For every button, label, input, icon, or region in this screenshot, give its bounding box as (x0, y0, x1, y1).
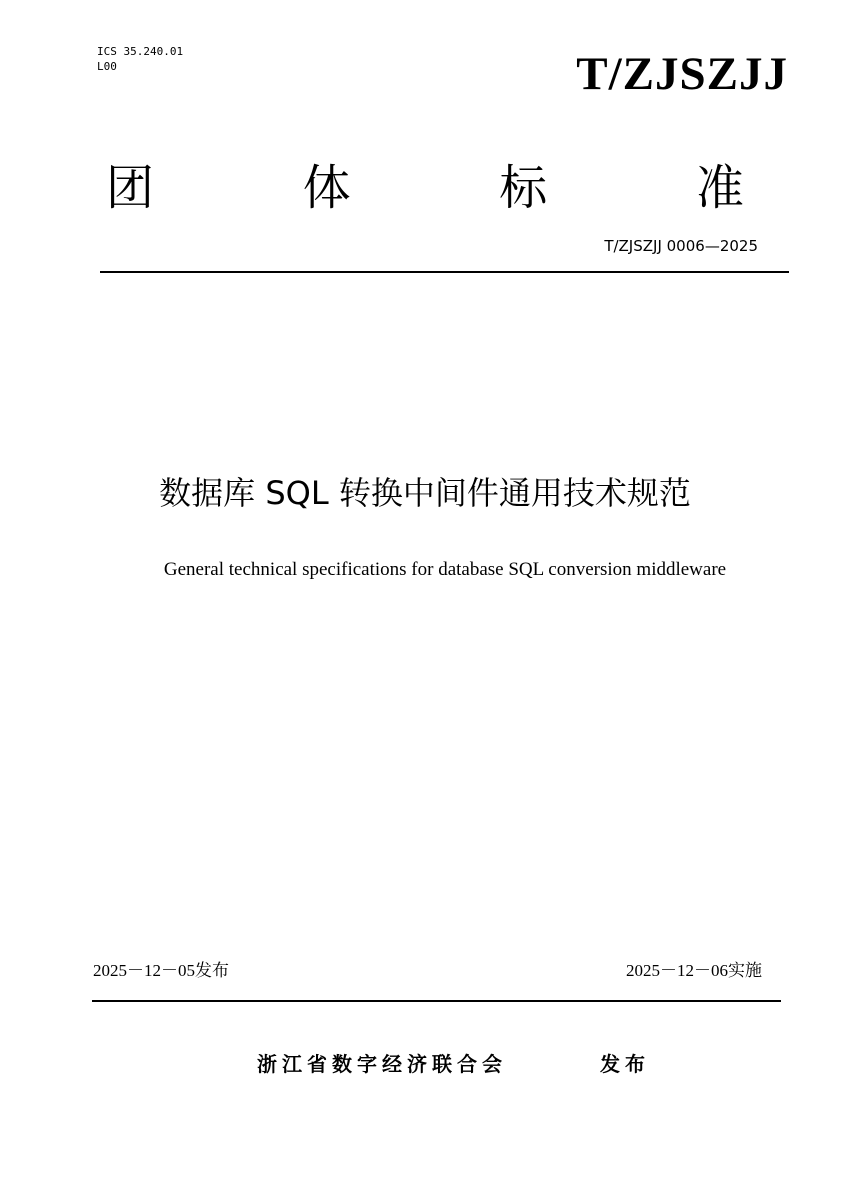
publish-label: 发布 (600, 1052, 650, 1076)
document-title-english: General technical specifications for database SQL conversion middleware (163, 559, 727, 580)
document-title-chinese: 数据库 SQL 转换中间件通用技术规范 (159, 474, 691, 512)
publish-date: 2025－12－05发布 (93, 961, 229, 980)
organization-code: T/ZJSZJJ (576, 48, 788, 100)
standard-type-char: 体 (302, 160, 351, 216)
standard-type-char: 准 (695, 160, 744, 216)
standard-type-char: 团 (105, 160, 154, 216)
ccs-code: L00 (97, 60, 117, 73)
standard-type-title (98, 160, 752, 216)
standard-type-char: 标 (499, 160, 548, 216)
publisher-name: 浙江省数字经济联合会 (257, 1052, 507, 1076)
top-divider (100, 271, 789, 273)
bottom-divider (92, 1000, 781, 1002)
standard-number: T/ZJSZJJ 0006—2025 (604, 237, 758, 255)
ics-code: ICS 35.240.01 (97, 45, 184, 58)
implementation-date: 2025－12－06实施 (626, 961, 762, 980)
